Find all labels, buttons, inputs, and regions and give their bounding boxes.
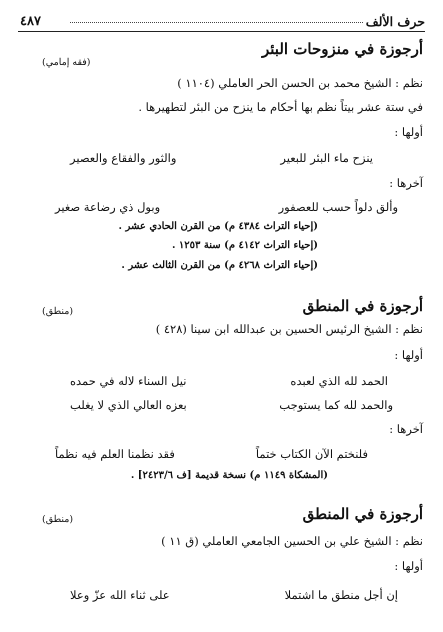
verse-hemistich: نيل السناء لاله في حمده [70, 374, 187, 388]
running-header-section: حرف الألف [365, 14, 425, 29]
verse-hemistich: وألق دلواً حسب للعصفور [278, 200, 398, 214]
explicit-label: آخرها : [389, 176, 423, 190]
manuscript-ref: (إحياء التراث ٤٢٦٨ م) من القرن الثالث عشر . [121, 260, 318, 271]
verse-hemistich: إن أجل منطق ما اشتملا [284, 588, 398, 602]
entry-description: في ستة عشر بيتاً نظم بها أحكام ما ينزح من البئر لتطهيرها . [138, 100, 423, 114]
incipit-label: أولها : [394, 348, 423, 362]
manuscript-ref: (إحياء التراث ٤١٤٢ م) سنة ١٢٥٣ . [171, 240, 318, 251]
manuscript-ref: (إحياء التراث ٤٣٨٤ م) من القرن الحادي عشر . [118, 221, 318, 232]
entry-title: أرجوزة في المنطق [302, 505, 423, 523]
entry-title: أرجوزة في المنطق [302, 297, 423, 315]
manuscript-ref: (المشكاة ١١٤٩ م) نسخة قديمة [ف ٢٤٢٣/٦] . [130, 470, 328, 481]
entry-subject-tag: (فقه إمامي) [42, 57, 91, 68]
explicit-label: آخرها : [389, 422, 423, 436]
header-rule [18, 31, 425, 32]
entry-author: نظم : الشيخ الرئيس الحسين بن عبدالله ابن سينا (٤٢٨ ) [155, 322, 423, 336]
incipit-label: أولها : [394, 125, 423, 139]
entry-title: أرجوزة في منزوحات البئر [262, 40, 423, 58]
entry-author: نظم : الشيخ محمد بن الحسن الحر العاملي (١١٠٤ ) [177, 76, 423, 90]
incipit-label: أولها : [394, 559, 423, 573]
verse-hemistich: الحمد لله الذي لعبده [290, 374, 388, 388]
header-dot-leader [70, 10, 363, 23]
verse-hemistich: والحمد لله كما يستوجب [279, 398, 393, 412]
entry-subject-tag: (منطق) [42, 514, 74, 525]
entry-author: نظم : الشيخ علي بن الحسين الجامعي العاملي (ق ١١ ) [161, 534, 423, 548]
verse-hemistich: على ثناء الله عزّ وعلا [70, 588, 170, 602]
entry-subject-tag: (منطق) [42, 306, 74, 317]
verse-hemistich: ينزح ماء البئر للبعير [280, 151, 373, 165]
verse-hemistich: فقد نظمنا العلم فيه نظماً [55, 447, 175, 461]
verse-hemistich: والثور والفقاع والعصير [70, 151, 177, 165]
page-number: ٤٨٧ [20, 14, 41, 29]
verse-hemistich: فلنختم الآن الكتاب ختماً [255, 447, 368, 461]
verse-hemistich: بعزه العالي الذي لا يغلب [70, 398, 187, 412]
verse-hemistich: وبول ذي رضاعة صغير [55, 200, 161, 214]
